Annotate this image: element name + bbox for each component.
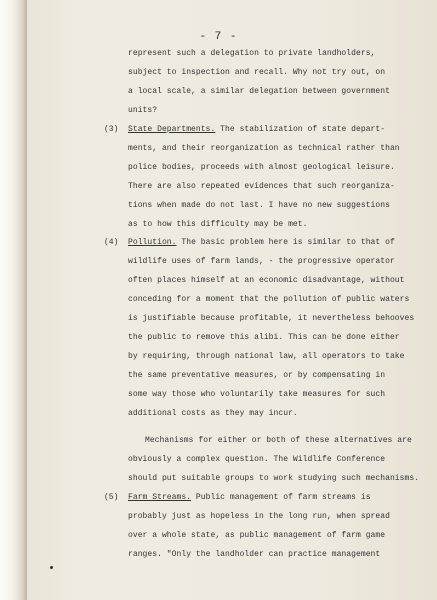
section-4-paragraph-2-line: obviously a complex question. The Wildlife Conference xyxy=(128,455,386,464)
section-4-paragraph-2-line: Mechanisms for either or both of these alternatives are xyxy=(145,436,412,445)
section-5-line: probably just as hopeless in the long run, when spread xyxy=(128,512,390,521)
section-5-line: ranges. "Only the landholder can practice management xyxy=(128,550,381,559)
section-4-heading: Pollution. xyxy=(128,238,177,247)
intro-line: a local scale, a similar delegation between government xyxy=(128,87,390,96)
section-3-line: There are also repeated evidences that such reorganiza- xyxy=(128,182,395,191)
intro-line: units? xyxy=(128,106,158,115)
page-number: - 7 - xyxy=(199,31,238,43)
section-4-line: conceding for a moment that the pollution of public waters xyxy=(128,295,410,304)
section-3-heading: State Departments. xyxy=(128,125,216,134)
intro-line: represent such a delegation to private landholders, xyxy=(128,49,376,58)
section-5-heading: Farm Streams. xyxy=(128,493,192,502)
section-4-line: is justifiable because profitable, it nevertheless behooves xyxy=(128,314,415,323)
section-5-line: over a whole state, as public management of farm game xyxy=(128,531,386,540)
section-4-first-line xyxy=(128,238,395,248)
section-4-first-line-rest: The basic problem here is similar to that of xyxy=(176,238,395,247)
section-4-line: some way those who voluntarily take measures for such xyxy=(128,390,386,399)
section-5-first-line-rest: Public management of farm streams is xyxy=(191,493,371,502)
section-3-first-line-rest: The stabilization of state depart- xyxy=(215,125,386,134)
section-3-line: police bodies, proceeds with almost geological leisure. xyxy=(128,163,395,172)
section-4-line: wildlife uses of farm lands, - the progressive operator xyxy=(128,257,395,266)
section-3-line: as to how this difficulty may be met. xyxy=(128,220,308,229)
section-4-line: the public to remove this alibi. This can be done either xyxy=(128,333,400,342)
section-5-first-line xyxy=(128,493,371,503)
section-4-line: by requiring, through national law, all operators to take xyxy=(128,352,405,361)
intro-line: subject to inspection and recall. Why not try out, on xyxy=(128,68,386,77)
binding-spine xyxy=(0,0,27,600)
section-4-line: additional costs as they may incur. xyxy=(128,409,298,418)
section-3-number: (3) xyxy=(104,125,119,134)
ink-speck xyxy=(50,566,53,569)
section-3-line: ments, and their reorganization as technical rather than xyxy=(128,144,400,153)
section-3-first-line xyxy=(128,125,385,135)
section-5-number: (5) xyxy=(104,493,119,502)
section-3-line: tions when made do not last. I have no new suggestions xyxy=(128,201,390,210)
section-4-paragraph-2-line: should put suitable groups to work studying such mechanisms. xyxy=(128,474,420,483)
section-4-number: (4) xyxy=(104,238,119,247)
section-4-line: often places himself at an economic disadvantage, without xyxy=(128,276,405,285)
section-4-line: the same preventative measures, or by compensating in xyxy=(128,371,386,380)
